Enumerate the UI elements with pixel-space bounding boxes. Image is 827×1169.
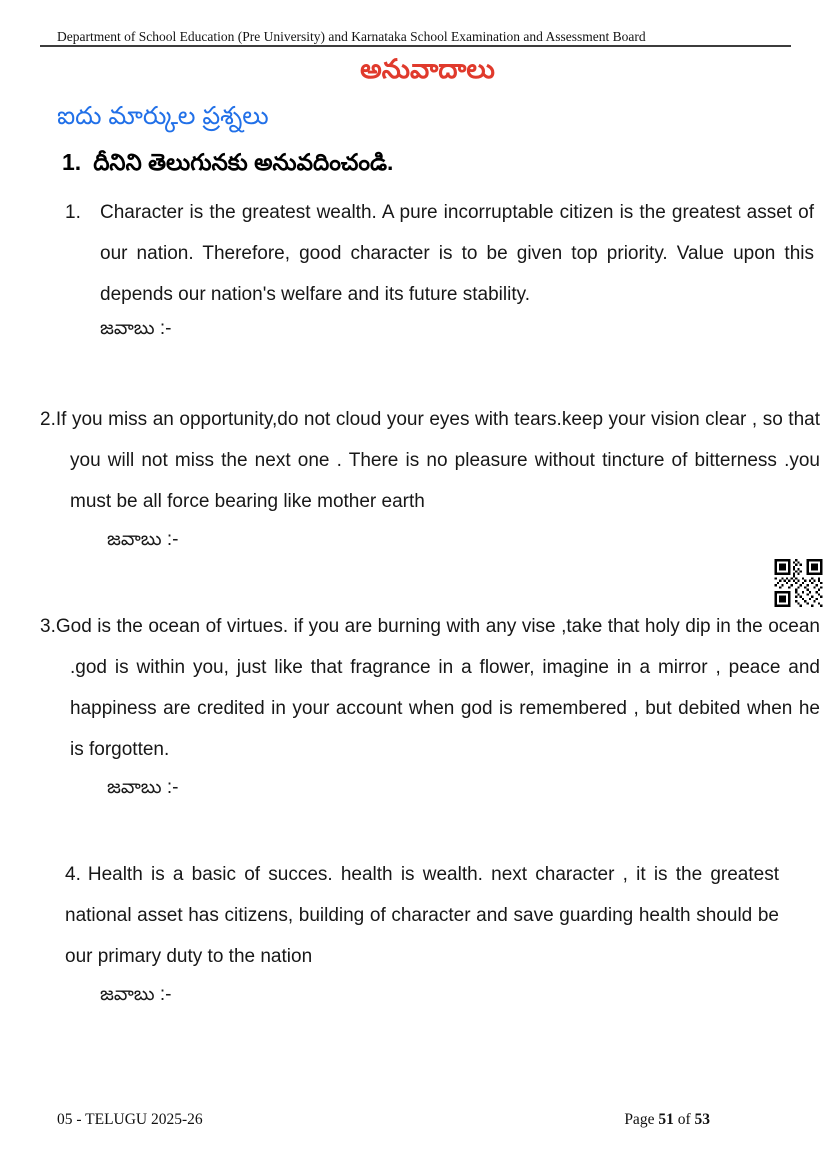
answer-label-2: జవాబు :- — [107, 529, 179, 550]
passage-3-number: 3. — [40, 616, 56, 637]
passage-4-number: 4. — [65, 864, 81, 885]
footer-page-word: Page — [624, 1111, 655, 1128]
section-subtitle: ఐదు మార్కుల ప్రశ్నలు — [57, 102, 269, 130]
page-title: అనువాదాలు — [360, 54, 495, 84]
header-divider — [40, 45, 791, 47]
passage-2 — [40, 399, 820, 522]
passage-2-text: If you miss an opportunity,do not cloud your eyes with tears.keep your vision clear , so that you will not miss the next one . There is no pleasure without tincture of bitterness .you must be all force bearing like mother earth — [55, 409, 820, 512]
page-header — [57, 29, 777, 45]
footer-page-indicator — [624, 1111, 710, 1129]
passage-1-text: Character is the greatest wealth. A pure incorruptable citizen is the greatest asset of our nation. Therefore, good character is to be given top priority. Value upon this depends our nation's welfare and its future stability. — [100, 202, 814, 305]
passage-4-text: Health is a basic of succes. health is wealth. next character , it is the greatest national asset has citizens, building of character and save guarding health should be our primary duty to the nation — [65, 864, 779, 967]
question-heading-text: దీనిని తెలుగునకు అనువదించండి. — [93, 149, 394, 175]
page-footer — [0, 1111, 827, 1133]
passage-2-number: 2. — [40, 409, 56, 430]
question-heading — [62, 146, 393, 178]
header-title: Department of School Education (Pre University) and Karnataka School Examination and Assessment Board — [57, 29, 646, 44]
footer-of-word: of — [677, 1111, 691, 1128]
passage-1-number: 1. — [65, 202, 81, 223]
footer-current-page: 51 — [658, 1111, 674, 1128]
question-heading-number: 1. — [62, 149, 82, 175]
footer-document-code: 05 - TELUGU 2025-26 — [57, 1111, 203, 1128]
passage-4 — [65, 854, 779, 977]
qr-code-image — [772, 559, 825, 607]
answer-label-4: జవాబు :- — [100, 984, 172, 1005]
footer-total-pages: 53 — [694, 1111, 710, 1128]
passage-3-text: God is the ocean of virtues. if you are burning with any vise ,take that holy dip in the ocean .god is within you, just like that fragrance in a flower, imagine in a mirror , peace and happiness are credited in your account when god is remembered , but debited when he is forgotten. — [55, 616, 820, 760]
passage-3 — [40, 606, 820, 770]
passage-1 — [65, 192, 814, 315]
answer-label-1: జవాబు :- — [100, 318, 172, 339]
answer-label-3: జవాబు :- — [107, 777, 179, 798]
